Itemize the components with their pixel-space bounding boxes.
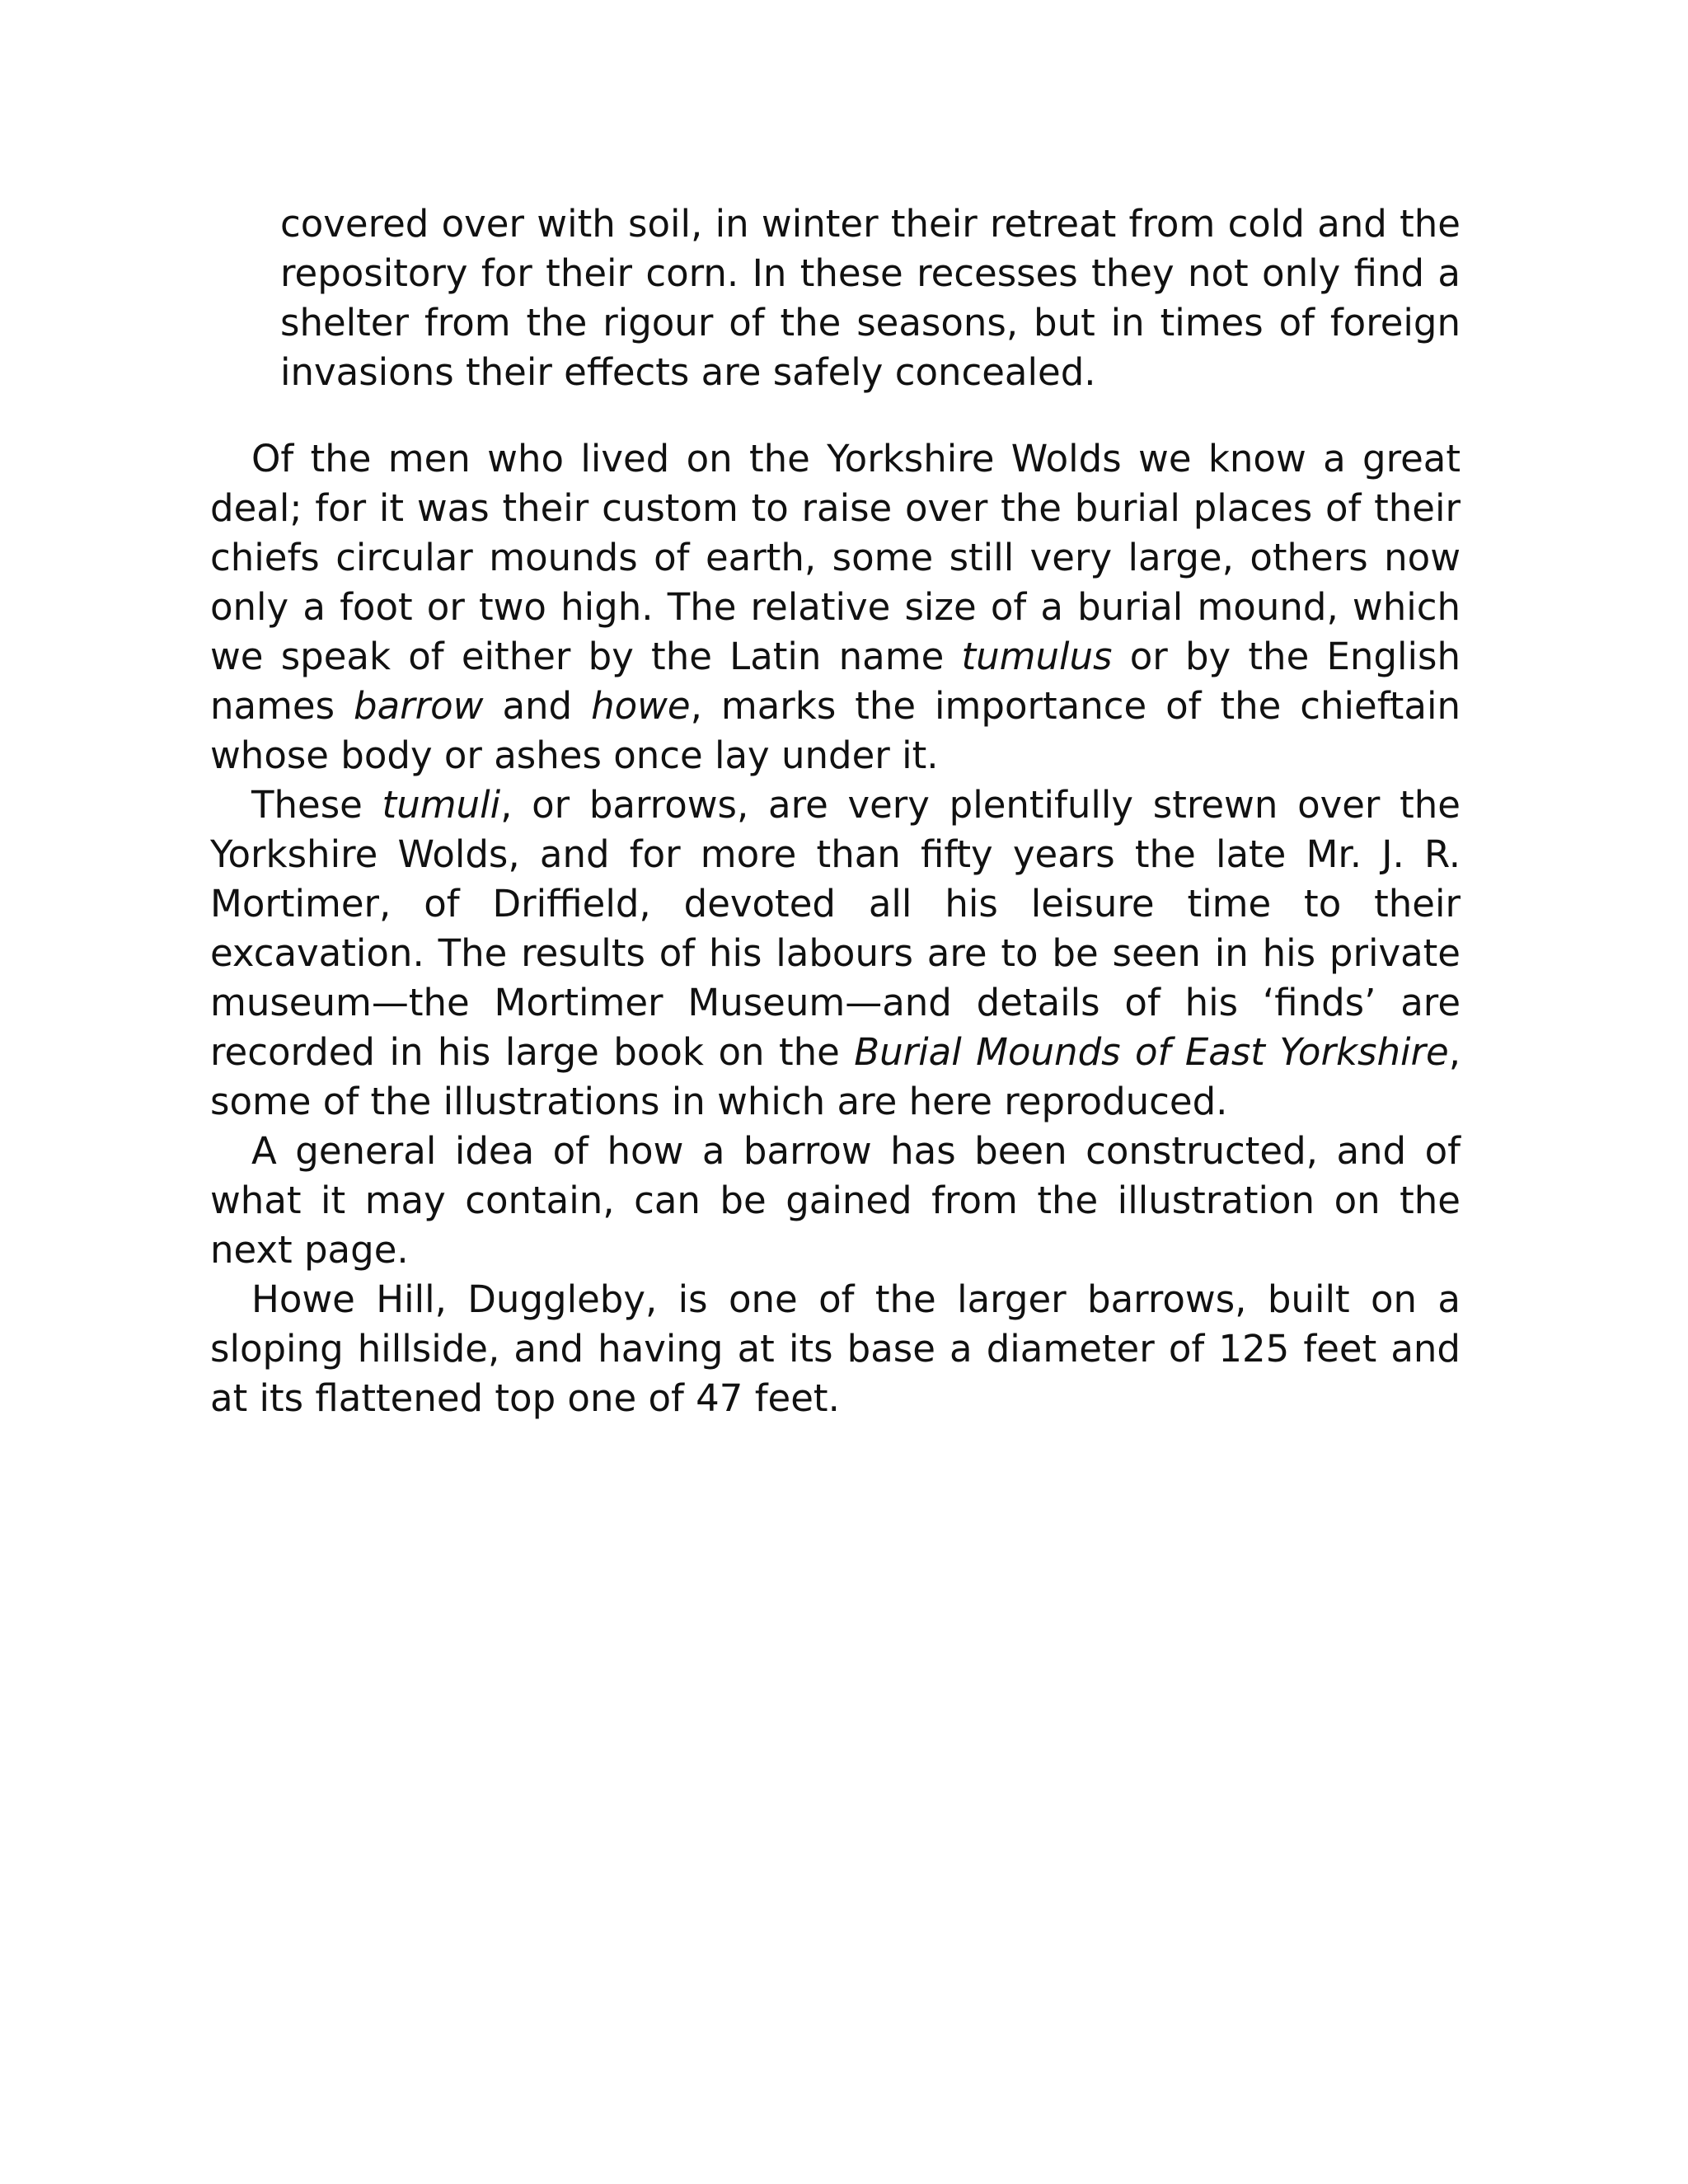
quoted-passage-text: covered over with soil, in winter their retreat from cold and the repository for their corn. In these recesses they not only find a shelter from the rigour of the seasons, but in times of foreign invasions their effects are safely concealed. bbox=[280, 202, 1461, 394]
paragraph-1-italic-barrow: barrow bbox=[354, 684, 484, 728]
paragraph-1-italic-tumulus: tumulus bbox=[961, 635, 1113, 678]
paragraph-4-text: Howe Hill, Duggleby, is one of the larger barrows, built on a sloping hillside, and having at its base a diameter of 125 feet and at its flattened top one of 47 feet. bbox=[210, 1277, 1461, 1420]
paragraph-2-text-a: These bbox=[251, 783, 382, 827]
paragraph-2-italic-tumuli: tumuli bbox=[382, 783, 501, 827]
paragraph-1-text-b: or by the English names bbox=[210, 635, 1461, 728]
paragraph-1 bbox=[210, 434, 1461, 780]
paragraph-1-italic-howe: howe bbox=[591, 684, 691, 728]
paragraph-2 bbox=[210, 780, 1461, 1127]
paragraph-2-text-b: , or barrows, are very plentifully strewn over the Yorkshire Wolds, and for more than fifty years the late Mr. J. R. Mortimer, of Driffield, devoted all his leisure time to their excavation. The results of his labours are to be seen in his private museum—the Mortimer Museum—and details of his ‘finds’ are recorded in his large book on the bbox=[210, 783, 1461, 1074]
paragraph-4 bbox=[210, 1275, 1461, 1423]
paragraph-3 bbox=[210, 1127, 1461, 1275]
paragraph-2-italic-book-title: Burial Mounds of East Yorkshire bbox=[854, 1030, 1449, 1074]
paragraph-1-text-a: Of the men who lived on the Yorkshire Wolds we know a great deal; for it was their custom to raise over the burial places of their chiefs circular mounds of earth, some still very large, others now only a foot or two high. The relative size of a burial mound, which we speak of either by the Latin name bbox=[210, 437, 1461, 678]
quoted-passage bbox=[280, 199, 1461, 397]
paragraph-1-text-d: , marks the importance of the chieftain whose body or ashes once lay under it. bbox=[210, 684, 1461, 777]
body-text bbox=[210, 434, 1461, 1423]
paragraph-1-text-c: and bbox=[483, 684, 592, 728]
paragraph-2-text-c: , some of the illustrations in which are here reproduced. bbox=[210, 1030, 1461, 1123]
paragraph-3-text: A general idea of how a barrow has been constructed, and of what it may contain, can be gained from the illustration on the next page. bbox=[210, 1129, 1461, 1272]
